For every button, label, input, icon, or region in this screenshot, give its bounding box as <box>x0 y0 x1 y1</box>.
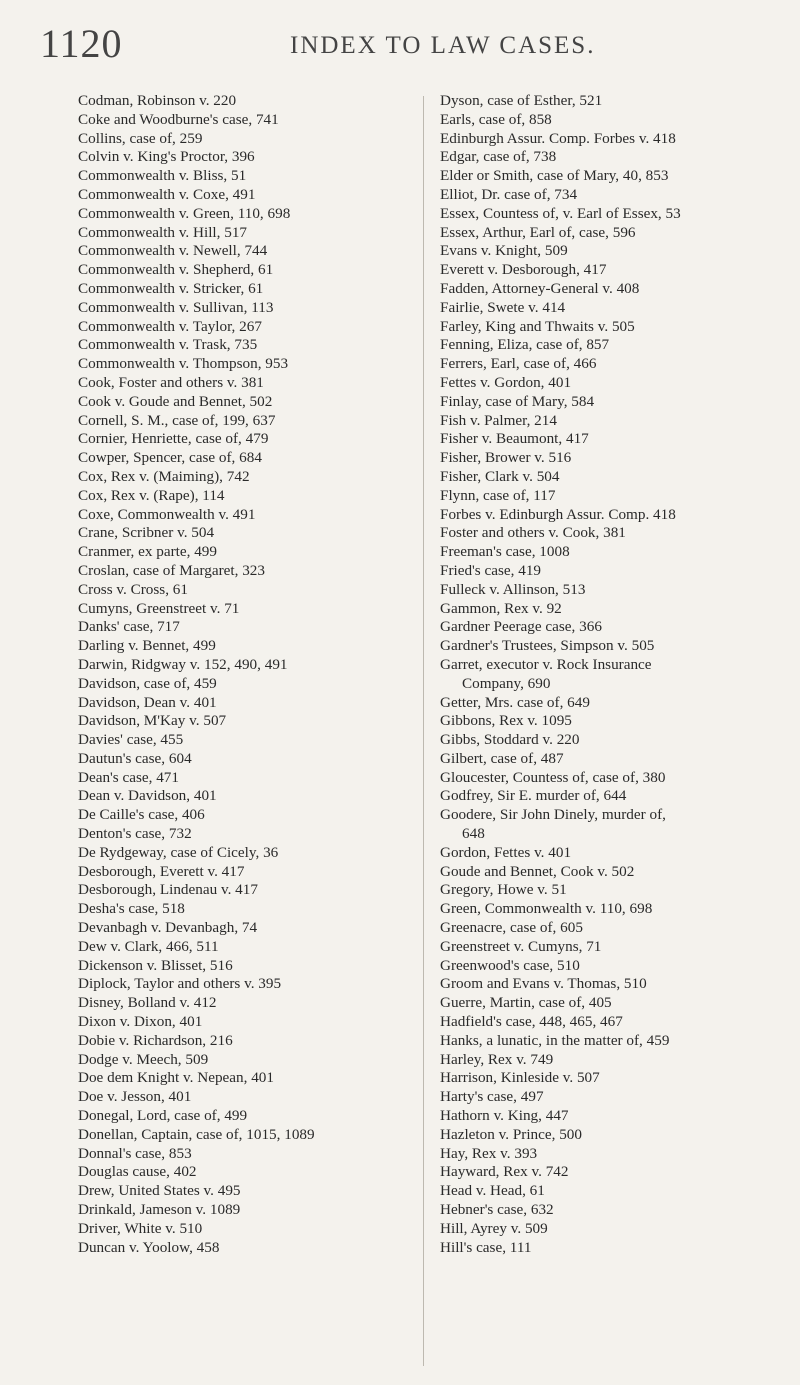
index-entry: Fadden, Attorney-General v. 408 <box>440 279 640 297</box>
index-entry: Gregory, Howe v. 51 <box>440 881 567 899</box>
index-entry: Farley, King and Thwaits v. 505 <box>440 317 635 335</box>
index-entry: Elliot, Dr. case of, 734 <box>440 185 578 203</box>
index-entry: Cook, Foster and others v. 381 <box>78 373 264 391</box>
index-entry: Commonwealth v. Taylor, 267 <box>78 317 262 335</box>
index-entry: Getter, Mrs. case of, 649 <box>440 693 590 711</box>
index-entry: Fettes v. Gordon, 401 <box>440 373 572 391</box>
index-entry: Dickenson v. Blisset, 516 <box>78 956 233 974</box>
index-entry: Gammon, Rex v. 92 <box>440 599 562 617</box>
index-entry: Cranmer, ex parte, 499 <box>78 543 217 561</box>
index-entry: Disney, Bolland v. 412 <box>78 994 217 1012</box>
index-entry: Cornell, S. M., case of, 199, 637 <box>78 411 276 429</box>
index-entry: Harty's case, 497 <box>440 1088 544 1106</box>
index-entry: Head v. Head, 61 <box>440 1182 545 1200</box>
index-entry: Donegal, Lord, case of, 499 <box>78 1107 248 1125</box>
index-entry: Coke and Woodburne's case, 741 <box>78 110 279 128</box>
index-entry: Essex, Arthur, Earl of, case, 596 <box>440 223 636 241</box>
index-entry: Commonwealth v. Stricker, 61 <box>78 279 264 297</box>
index-entry: Fairlie, Swete v. 414 <box>440 298 566 316</box>
index-entry: Commonwealth v. Hill, 517 <box>78 223 248 241</box>
index-entry: Dew v. Clark, 466, 511 <box>78 937 219 955</box>
index-entry: Darling v. Bennet, 499 <box>78 637 216 655</box>
index-entry: Diplock, Taylor and others v. 395 <box>78 975 282 993</box>
index-entry: Foster and others v. Cook, 381 <box>440 524 626 542</box>
index-entry: Goude and Bennet, Cook v. 502 <box>440 862 635 880</box>
index-entry: Fenning, Eliza, case of, 857 <box>440 336 610 354</box>
index-entry: Dyson, case of Esther, 521 <box>440 92 603 109</box>
index-entry: Driver, White v. 510 <box>78 1219 203 1237</box>
index-entry: Essex, Countess of, v. Earl of Essex, 53 <box>440 204 681 222</box>
index-entry: Hazleton v. Prince, 500 <box>440 1125 582 1143</box>
index-entry: Hanks, a lunatic, in the matter of, 459 <box>440 1031 670 1049</box>
running-title: INDEX TO LAW CASES. <box>290 32 596 59</box>
index-entry: Danks' case, 717 <box>78 618 180 636</box>
page-number: 1120 <box>40 21 123 66</box>
index-entry: Guerre, Martin, case of, 405 <box>440 994 612 1012</box>
index-entry: De Rydgeway, case of Cicely, 36 <box>78 843 279 861</box>
index-entry: Fried's case, 419 <box>440 561 542 579</box>
index-entry: Davidson, Dean v. 401 <box>78 693 217 711</box>
index-entry: Codman, Robinson v. 220 <box>78 92 237 109</box>
index-entry: Harley, Rex v. 749 <box>440 1050 554 1068</box>
index-entry: Devanbagh v. Devanbagh, 74 <box>78 919 258 937</box>
index-entry: Harrison, Kinleside v. 507 <box>440 1069 600 1087</box>
index-entry: Davies' case, 455 <box>78 731 184 749</box>
index-entry: Commonwealth v. Sullivan, 113 <box>78 298 274 316</box>
index-entry: Hadfield's case, 448, 465, 467 <box>440 1013 623 1031</box>
index-entry: Duncan v. Yoolow, 458 <box>78 1238 220 1256</box>
index-entry: Cornier, Henriette, case of, 479 <box>78 430 269 448</box>
index-entry: Davidson, M'Kay v. 507 <box>78 712 227 730</box>
index-entry: Drew, United States v. 495 <box>78 1182 241 1200</box>
index-entry: Hayward, Rex v. 742 <box>440 1163 569 1181</box>
index-entry: De Caille's case, 406 <box>78 806 205 824</box>
index-entry: Groom and Evans v. Thomas, 510 <box>440 975 647 993</box>
index-entry: Fulleck v. Allinson, 513 <box>440 580 586 598</box>
page-header <box>0 0 800 80</box>
index-entry: Greenstreet v. Cumyns, 71 <box>440 937 602 955</box>
index-entry: Darwin, Ridgway v. 152, 490, 491 <box>78 655 288 673</box>
index-entry: Desborough, Lindenau v. 417 <box>78 881 258 899</box>
index-entry: Gloucester, Countess of, case of, 380 <box>440 768 666 786</box>
index-entry: Goodere, Sir John Dinely, murder of, <box>440 806 666 824</box>
index-entry: Garret, executor v. Rock Insurance <box>440 655 652 673</box>
index-entry: Freeman's case, 1008 <box>440 543 570 561</box>
index-entry: Dean's case, 471 <box>78 768 179 786</box>
index-entry: Douglas cause, 402 <box>78 1163 197 1181</box>
right-index-column <box>440 92 785 1257</box>
index-entry: Doe v. Jesson, 401 <box>78 1088 192 1106</box>
index-entry: Gibbons, Rex v. 1095 <box>440 712 572 730</box>
index-entry: Croslan, case of Margaret, 323 <box>78 561 265 579</box>
index-entry: Denton's case, 732 <box>78 825 192 843</box>
index-entry: Davidson, case of, 459 <box>78 674 217 692</box>
index-entry: Fisher v. Beaumont, 417 <box>440 430 589 448</box>
index-entry: Elder or Smith, case of Mary, 40, 853 <box>440 167 669 185</box>
index-entry: Dautun's case, 604 <box>78 749 192 767</box>
index-entry: Fisher, Clark v. 504 <box>440 467 560 485</box>
index-entry: Dean v. Davidson, 401 <box>78 787 217 805</box>
index-entry: Doe dem Knight v. Nepean, 401 <box>78 1069 274 1087</box>
index-entry: Everett v. Desborough, 417 <box>440 261 607 279</box>
index-entry: Fisher, Brower v. 516 <box>440 449 572 467</box>
index-entry: Cumyns, Greenstreet v. 71 <box>78 599 240 617</box>
index-entry: Dodge v. Meech, 509 <box>78 1050 209 1068</box>
index-entry: Commonwealth v. Thompson, 953 <box>78 355 289 373</box>
index-entry: Donnal's case, 853 <box>78 1144 192 1162</box>
index-entry: Gibbs, Stoddard v. 220 <box>440 731 580 749</box>
index-entry: Colvin v. King's Proctor, 396 <box>78 148 255 166</box>
index-entry: Commonwealth v. Coxe, 491 <box>78 185 256 203</box>
index-entry: Gardner Peerage case, 366 <box>440 618 602 636</box>
index-entry: Dixon v. Dixon, 401 <box>78 1013 203 1031</box>
index-entry: Edgar, case of, 738 <box>440 148 557 166</box>
index-entry: Donellan, Captain, case of, 1015, 1089 <box>78 1125 315 1143</box>
index-entry: Cox, Rex v. (Rape), 114 <box>78 486 225 504</box>
index-entry: Godfrey, Sir E. murder of, 644 <box>440 787 627 805</box>
index-entry: 648 <box>462 825 485 843</box>
index-entry: Commonwealth v. Newell, 744 <box>78 242 268 260</box>
index-entry: Dobie v. Richardson, 216 <box>78 1031 233 1049</box>
index-entry: Company, 690 <box>462 674 551 692</box>
index-entry: Cook v. Goude and Bennet, 502 <box>78 392 273 410</box>
index-entry: Cowper, Spencer, case of, 684 <box>78 449 262 467</box>
index-entry: Earls, case of, 858 <box>440 110 552 128</box>
index-entry: Hill, Ayrey v. 509 <box>440 1219 548 1237</box>
index-entry: Gilbert, case of, 487 <box>440 749 564 767</box>
index-entry: Flynn, case of, 117 <box>440 486 556 504</box>
index-entry: Ferrers, Earl, case of, 466 <box>440 355 597 373</box>
index-entry: Green, Commonwealth v. 110, 698 <box>440 900 653 918</box>
left-index-column <box>78 92 398 1257</box>
index-entry: Collins, case of, 259 <box>78 129 203 147</box>
index-entry: Hay, Rex v. 393 <box>440 1144 538 1162</box>
index-entry: Desborough, Everett v. 417 <box>78 862 245 880</box>
index-entry: Hebner's case, 632 <box>440 1201 554 1219</box>
index-entry: Cross v. Cross, 61 <box>78 580 188 598</box>
index-entry: Gardner's Trustees, Simpson v. 505 <box>440 637 655 655</box>
index-entry: Greenacre, case of, 605 <box>440 919 583 937</box>
column-divider <box>423 96 424 1366</box>
index-entry: Cox, Rex v. (Maiming), 742 <box>78 467 250 485</box>
index-entry: Commonwealth v. Shepherd, 61 <box>78 261 274 279</box>
index-entry: Fish v. Palmer, 214 <box>440 411 557 429</box>
index-entry: Drinkald, Jameson v. 1089 <box>78 1201 241 1219</box>
index-entry: Commonwealth v. Trask, 735 <box>78 336 258 354</box>
index-entry: Evans v. Knight, 509 <box>440 242 568 260</box>
index-entry: Forbes v. Edinburgh Assur. Comp. 418 <box>440 505 676 523</box>
index-entry: Crane, Scribner v. 504 <box>78 524 215 542</box>
index-entry: Commonwealth v. Bliss, 51 <box>78 167 247 185</box>
index-entry: Hathorn v. King, 447 <box>440 1107 569 1125</box>
index-entry: Gordon, Fettes v. 401 <box>440 843 572 861</box>
index-entry: Finlay, case of Mary, 584 <box>440 392 595 410</box>
index-entry: Commonwealth v. Green, 110, 698 <box>78 204 291 222</box>
index-entry: Edinburgh Assur. Comp. Forbes v. 418 <box>440 129 676 147</box>
index-entry: Coxe, Commonwealth v. 491 <box>78 505 256 523</box>
index-entry: Desha's case, 518 <box>78 900 185 918</box>
index-entry: Greenwood's case, 510 <box>440 956 580 974</box>
index-entry: Hill's case, 111 <box>440 1238 532 1256</box>
